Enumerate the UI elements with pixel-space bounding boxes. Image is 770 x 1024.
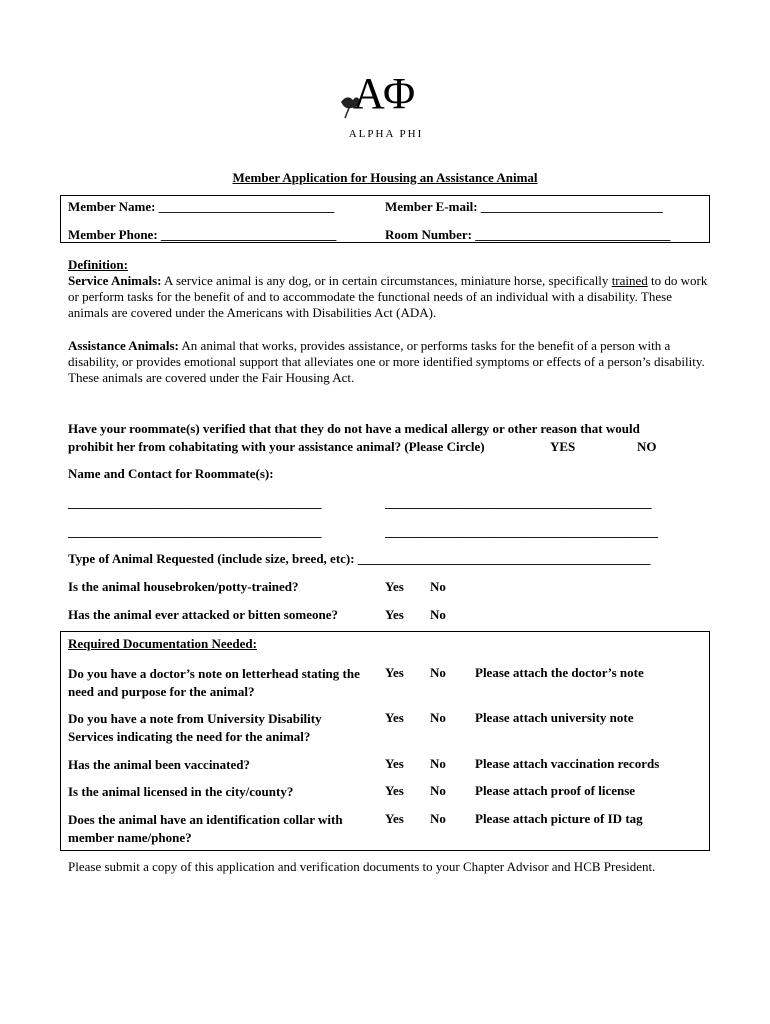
assistance-animal-label: Assistance Animals: — [68, 338, 179, 353]
roommate-yes-option[interactable]: YES — [550, 439, 576, 454]
roommate-contact-blank[interactable]: _______________________________________ — [68, 524, 322, 539]
id-collar-yes-option[interactable]: Yes — [385, 811, 404, 826]
doctor-note-instruction: Please attach the doctor’s note — [475, 665, 644, 680]
university-note-instruction: Please attach university note — [475, 710, 634, 725]
member-email-field[interactable]: Member E-mail: ____________________________ — [385, 199, 663, 214]
animal-type-field[interactable]: Type of Animal Requested (include size, breed, etc): _____________________________________________ — [68, 551, 651, 566]
alpha-phi-logo — [335, 69, 435, 134]
roommate-question-line2: prohibit her from cohabitating with your assistance animal? (Please Circle) — [68, 439, 485, 454]
service-text-before: A service animal is any dog, or in certain circumstances, miniature horse, specifically — [161, 273, 612, 288]
logo-name: ALPHA PHI — [348, 128, 424, 140]
service-text-after: to do work or perform tasks for the benefit of and to accommodate the functional needs of an individual with a disability. These animals are covered under the Americans with Disabilities Act (ADA). — [68, 273, 708, 320]
definition-heading: Definition: — [68, 257, 128, 272]
roommate-contact-blank[interactable]: _________________________________________ — [385, 495, 652, 510]
member-phone-field[interactable]: Member Phone: ___________________________ — [68, 227, 337, 242]
university-note-yes-option[interactable]: Yes — [385, 710, 404, 725]
service-text-underlined: trained — [611, 273, 648, 288]
member-name-field[interactable]: Member Name: ___________________________ — [68, 199, 335, 214]
attacked-question: Has the animal ever attacked or bitten someone? — [68, 607, 338, 622]
page-title: Member Application for Housing an Assistance Animal — [232, 170, 538, 185]
licensed-question: Is the animal licensed in the city/county? — [68, 784, 294, 799]
service-animal-definition — [68, 273, 708, 321]
attacked-yes-option[interactable]: Yes — [385, 607, 404, 622]
roommate-question-line1: Have your roommate(s) verified that that they do not have a medical allergy or other reason that would — [68, 421, 640, 436]
submission-instructions: Please submit a copy of this application and verification documents to your Chapter Advisor and HCB President. — [68, 859, 656, 874]
id-collar-instruction: Please attach picture of ID tag — [475, 811, 643, 826]
required-documentation-heading: Required Documentation Needed: — [68, 636, 257, 651]
vaccinated-no-option[interactable]: No — [430, 756, 446, 771]
housebroken-question: Is the animal housebroken/potty-trained? — [68, 579, 299, 594]
assistance-text: An animal that works, provides assistance, or performs tasks for the benefit of a person with a disability, or provides emotional support that alleviates one or more identified symptoms or effects of a person’s disability. These animals are covered under the Fair Housing Act. — [68, 338, 705, 385]
service-animal-label: Service Animals: — [68, 273, 162, 288]
roommate-contact-label: Name and Contact for Roommate(s): — [68, 466, 274, 481]
id-collar-no-option[interactable]: No — [430, 811, 446, 826]
roommate-no-option[interactable]: NO — [637, 439, 657, 454]
doctor-note-yes-option[interactable]: Yes — [385, 665, 404, 680]
vaccinated-question: Has the animal been vaccinated? — [68, 757, 250, 772]
logo-letters: ΑΦ — [353, 69, 416, 118]
housebroken-no-option[interactable]: No — [430, 579, 446, 594]
licensed-yes-option[interactable]: Yes — [385, 783, 404, 798]
vaccinated-instruction: Please attach vaccination records — [475, 756, 660, 771]
assistance-animal-definition — [68, 338, 708, 386]
licensed-no-option[interactable]: No — [430, 783, 446, 798]
vaccinated-yes-option[interactable]: Yes — [385, 756, 404, 771]
doctor-note-no-option[interactable]: No — [430, 665, 446, 680]
university-note-no-option[interactable]: No — [430, 710, 446, 725]
roommate-contact-blank[interactable]: _______________________________________ — [68, 495, 322, 510]
room-number-field[interactable]: Room Number: ______________________________ — [385, 227, 671, 242]
licensed-instruction: Please attach proof of license — [475, 783, 636, 798]
attacked-no-option[interactable]: No — [430, 607, 446, 622]
doctor-note-question: Do you have a doctor’s note on letterhead stating the need and purpose for the animal? — [68, 666, 360, 699]
roommate-contact-blank[interactable]: __________________________________________ — [385, 524, 658, 539]
housebroken-yes-option[interactable]: Yes — [385, 579, 404, 594]
university-note-question: Do you have a note from University Disability Services indicating the need for the animal? — [68, 711, 322, 744]
id-collar-question: Does the animal have an identification collar with member name/phone? — [68, 812, 343, 845]
